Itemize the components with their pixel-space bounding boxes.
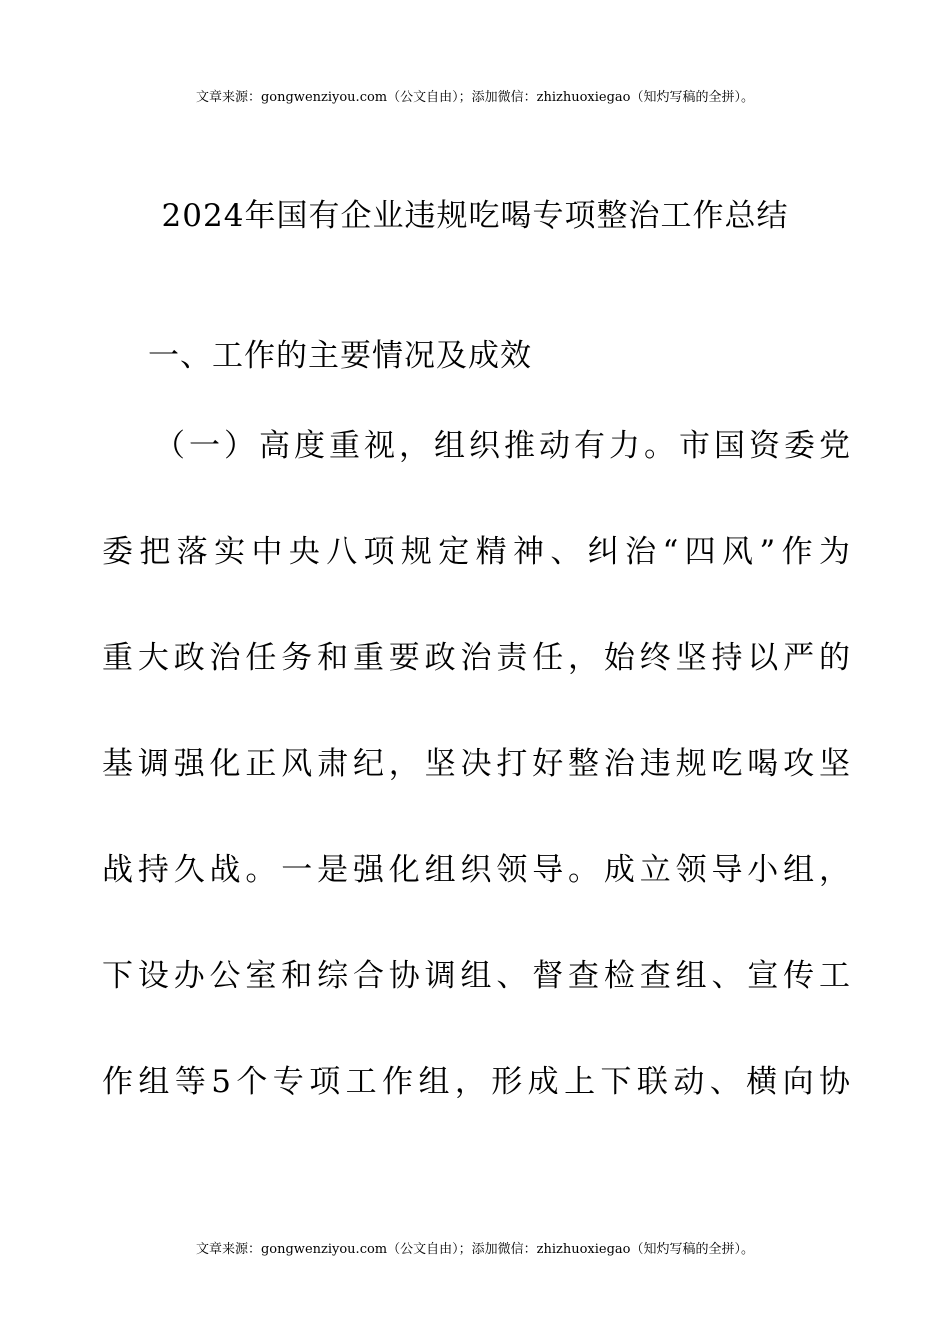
footer-source-line: 文章来源：gongwenziyou.com（公文自由）；添加微信：zhizhuoxiegao（知灼写稿的全拼）。 <box>195 1242 755 1257</box>
body-line: 战持久战。一是强化组织领导。成立领导小组， <box>102 852 850 888</box>
header-source-line: 文章来源：gongwenziyou.com（公文自由）；添加微信：zhizhuoxiegao（知灼写稿的全拼）。 <box>195 90 755 105</box>
body-line: （一）高度重视，组织推动有力。市国资委党 <box>154 428 850 464</box>
body-paragraph <box>102 420 850 1162</box>
body-line: 作组等5个专项工作组，形成上下联动、横向协 <box>102 1064 850 1100</box>
section-heading: 一、工作的主要情况及成效 <box>148 338 532 374</box>
body-line: 委把落实中央八项规定精神、纠治“四风”作为 <box>102 534 850 570</box>
document-title: 2024年国有企业违规吃喝专项整治工作总结 <box>161 198 789 234</box>
body-line: 重大政治任务和重要政治责任，始终坚持以严的 <box>102 640 850 676</box>
body-line: 基调强化正风肃纪，坚决打好整治违规吃喝攻坚 <box>102 746 850 782</box>
body-line: 下设办公室和综合协调组、督查检查组、宣传工 <box>102 958 850 994</box>
